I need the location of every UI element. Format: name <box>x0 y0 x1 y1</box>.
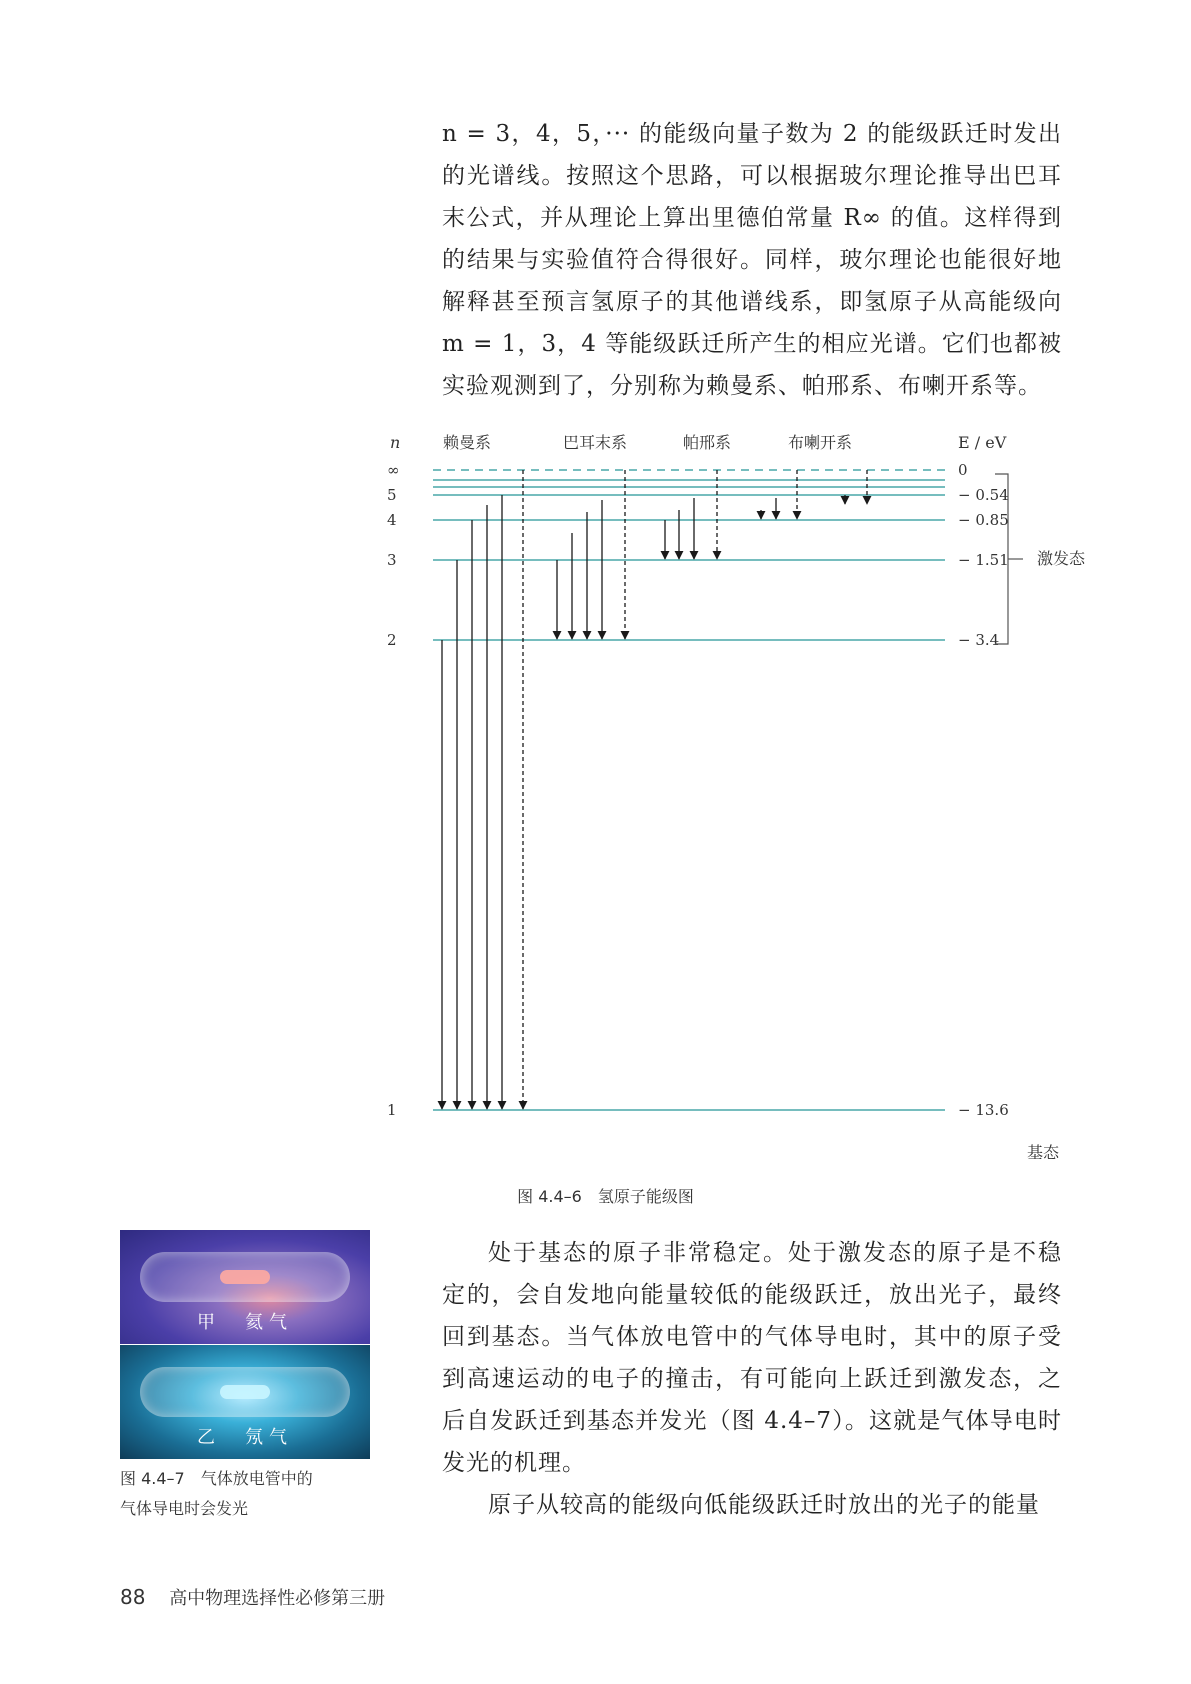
series-label-brackett: 布喇开系 <box>788 433 853 452</box>
paragraph-text: n = 3，4，5，··· 的能级向量子数为 2 的能级跃迁时发出的光谱线。按照这个思路，可以根据玻尔理论推导出巴耳末公式，并从理论上算出里德伯常量 R∞ 的值。这样得到的结果与实验值符合得很好。同样，玻尔理论也能很好地解释甚至预言氢原子的其他谱线系，即氢原子从高能级向 m = 1，3，4 等能级跃迁所产生的相应光谱。它们也都被实验观测到了，分别称为赖曼系、帕邢系、布喇开系等。 <box>442 121 1062 399</box>
level-n-label: 4 <box>387 511 397 529</box>
caption-line: 气体导电时会发光 <box>120 1499 249 1518</box>
level-energy-label: 0 <box>958 461 968 479</box>
excited-state-label: 激发态 <box>1037 549 1086 568</box>
level-n-label: ∞ <box>387 461 400 479</box>
series-label-balmer: 巴耳末系 <box>563 433 628 452</box>
discharge-tube-image <box>140 1367 350 1417</box>
level-n-label: 1 <box>387 1101 397 1119</box>
series-label-paschen: 帕邢系 <box>683 433 732 452</box>
figure-caption-4-4-6: 图 4.4–6 氢原子能级图 <box>517 1187 694 1206</box>
caption-line: 图 4.4–7 气体放电管中的 <box>120 1469 313 1488</box>
discharge-tube-image <box>140 1252 350 1302</box>
n-axis-label: n <box>390 433 401 452</box>
hydrogen-energy-level-diagram <box>387 430 1105 1200</box>
energy-axis-label: E / eV <box>958 433 1007 452</box>
page-number: 88 <box>120 1585 146 1609</box>
level-n-label: 5 <box>387 486 397 504</box>
photo-label: 乙 氖气 <box>197 1427 293 1448</box>
book-title: 高中物理选择性必修第三册 <box>169 1588 386 1609</box>
photo-label: 甲 氦气 <box>197 1312 293 1333</box>
level-energy-label: − 0.85 <box>958 511 1009 529</box>
level-energy-label: − 3.4 <box>958 631 1000 649</box>
paragraph-energy-levels <box>442 113 1062 407</box>
level-n-label: 3 <box>387 551 397 569</box>
level-energy-label: − 13.6 <box>958 1101 1009 1119</box>
paragraph-ground-state <box>442 1232 1062 1526</box>
paragraph-text: 处于基态的原子非常稳定。处于激发态的原子是不稳定的，会自发地向能量较低的能级跃迁，放出光子，最终回到基态。当气体放电管中的气体导电时，其中的原子受到高速运动的电子的撞击，有可能向上跃迁到激发态，之后自发跃迁到基态并发光（图 4.4–7）。这就是气体导电时发光的机理。 <box>442 1240 1062 1476</box>
photo-helium-tube <box>120 1230 370 1344</box>
ground-state-label: 基态 <box>1027 1143 1060 1162</box>
photo-neon-tube <box>120 1345 370 1459</box>
figure-caption-4-4-7 <box>120 1464 380 1524</box>
level-energy-label: − 0.54 <box>958 486 1009 504</box>
level-n-label: 2 <box>387 631 397 649</box>
page-footer <box>120 1584 385 1610</box>
level-energy-label: − 1.51 <box>958 551 1009 569</box>
series-label-lyman: 赖曼系 <box>443 433 492 452</box>
paragraph-text: 原子从较高的能级向低能级跃迁时放出的光子的能量 <box>488 1492 1040 1518</box>
